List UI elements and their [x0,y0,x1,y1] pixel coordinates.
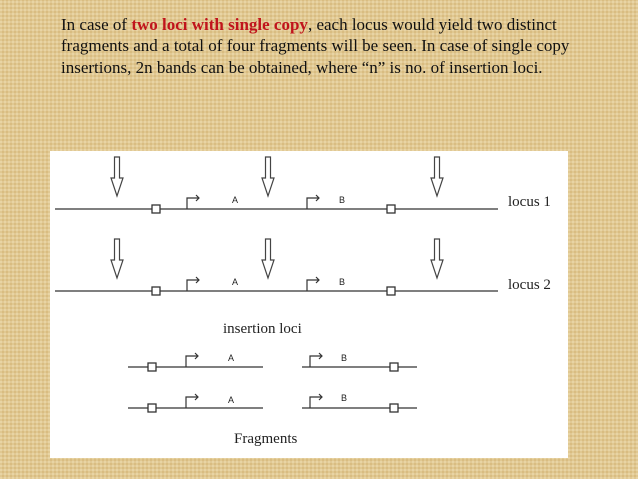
promoter-arrow-icon [310,353,322,367]
gene-b-label: B [339,277,346,287]
locus-1-label: locus 1 [508,194,551,210]
insertion-arrow-icon [431,157,443,196]
restriction-site-icon [387,205,395,213]
gene-a-label: A [228,395,235,405]
promoter-arrow-icon [187,277,199,291]
promoter-arrow-icon [310,394,322,408]
promoter-arrow-icon [187,195,199,209]
paragraph-rest: , each locus would yield two distinct fragments and a total of four fragments will be seen. In case of single copy insertions, 2n bands can be obtained, where “n” is no. of insertion loci. [61,15,570,77]
gene-b-label: B [341,353,348,363]
locus-2-label: locus 2 [508,277,551,293]
gene-a-label: A [228,353,235,363]
slide-paragraph [61,14,581,78]
locus-1-row [55,157,551,213]
restriction-site-icon [148,404,156,412]
promoter-arrow-icon [307,277,319,291]
gene-b-label: B [341,393,348,403]
gene-a-label: A [232,277,239,287]
restriction-site-icon [387,287,395,295]
fragment-row-1 [128,353,417,371]
insertion-loci-caption: insertion loci [223,321,302,337]
insertion-arrow-icon [111,157,123,196]
restriction-site-icon [152,205,160,213]
restriction-site-icon [390,363,398,371]
figure-panel [50,151,568,458]
paragraph-intro: In case of [61,15,132,34]
insertion-diagram [50,151,568,458]
insertion-arrow-icon [111,239,123,278]
promoter-arrow-icon [307,195,319,209]
restriction-site-icon [148,363,156,371]
fragment-row-2 [128,393,417,412]
insertion-arrow-icon [262,157,274,196]
gene-b-label: B [339,195,346,205]
gene-a-label: A [232,195,239,205]
paragraph-highlight: two loci with single copy [131,15,308,34]
insertion-arrow-icon [431,239,443,278]
locus-2-row [55,239,551,295]
fragments-caption: Fragments [234,431,298,447]
restriction-site-icon [152,287,160,295]
restriction-site-icon [390,404,398,412]
promoter-arrow-icon [186,353,198,367]
insertion-arrow-icon [262,239,274,278]
promoter-arrow-icon [186,394,198,408]
